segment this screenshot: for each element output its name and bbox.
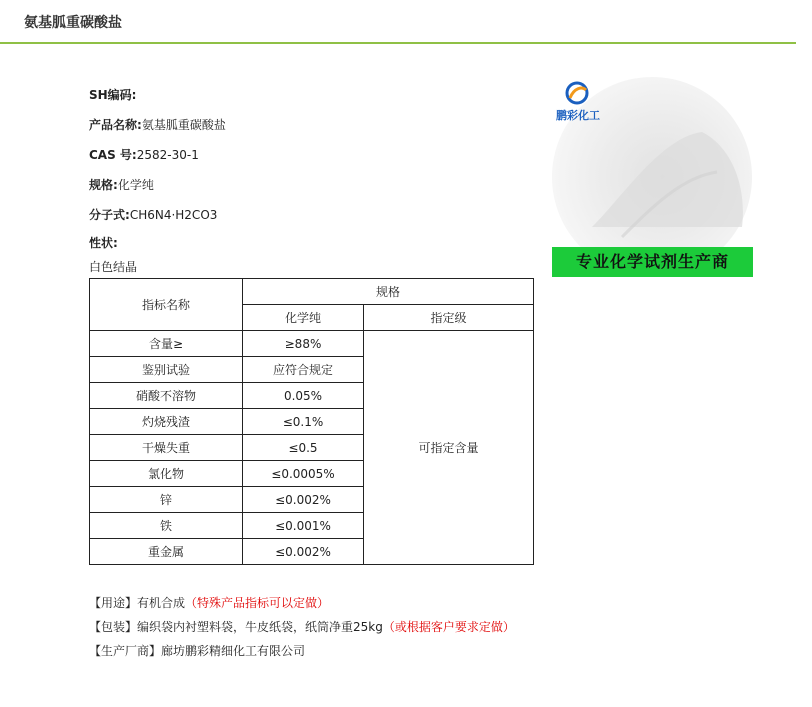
- sh-code-label: SH编码:: [89, 88, 137, 102]
- spec-table: [89, 278, 534, 565]
- usage-note: （特殊产品指标可以定做）: [185, 596, 330, 610]
- package-label: 【包装】: [89, 620, 138, 634]
- table-row: [90, 331, 534, 357]
- row-value: ≥88%: [243, 331, 364, 357]
- maker-line: [89, 642, 305, 659]
- brand-banner: 专业化学试剂生产商: [552, 247, 753, 277]
- row-name: 铁: [90, 513, 243, 539]
- grade-label: 规格:: [89, 178, 118, 192]
- row-name: 含量≥: [90, 331, 243, 357]
- row-value: 0.05%: [243, 383, 364, 409]
- usage-line: [89, 594, 329, 611]
- designated-value: 可指定含量: [364, 331, 534, 565]
- row-value: ≤0.002%: [243, 487, 364, 513]
- row-value: ≤0.001%: [243, 513, 364, 539]
- grade-line: [89, 176, 154, 193]
- table-header-row: [90, 279, 534, 305]
- appearance-label: 性状:: [89, 236, 118, 250]
- appearance-value: 白色结晶: [89, 260, 138, 274]
- row-value: 应符合规定: [243, 357, 364, 383]
- row-value: ≤0.5: [243, 435, 364, 461]
- cas-value: 2582-30-1: [136, 148, 199, 162]
- title-divider: [0, 42, 796, 44]
- header-designated: 指定级: [364, 305, 534, 331]
- cas-label: CAS 号:: [89, 148, 137, 162]
- maker-value: 廊坊鹏彩精细化工有限公司: [161, 644, 306, 658]
- header-grade: 化学纯: [243, 305, 364, 331]
- appearance-line: [89, 234, 118, 251]
- product-name-line: [89, 116, 226, 133]
- usage-label: 【用途】: [89, 596, 138, 610]
- row-name: 干燥失重: [90, 435, 243, 461]
- company-logo-icon: [564, 80, 590, 106]
- formula-label: 分子式:: [89, 208, 130, 222]
- row-name: 重金属: [90, 539, 243, 565]
- row-value: ≤0.1%: [243, 409, 364, 435]
- product-name-value: 氨基胍重碳酸盐: [141, 118, 226, 132]
- package-note: （或根据客户要求定做）: [382, 620, 515, 634]
- product-name-label: 产品名称:: [89, 118, 142, 132]
- brand-name: 鹏彩化工: [556, 109, 600, 122]
- page-title: 氨基胍重碳酸盐: [24, 15, 122, 31]
- row-name: 锌: [90, 487, 243, 513]
- row-name: 氯化物: [90, 461, 243, 487]
- row-value: ≤0.002%: [243, 539, 364, 565]
- row-name: 灼烧残渣: [90, 409, 243, 435]
- row-name: 硝酸不溶物: [90, 383, 243, 409]
- package-value: 编织袋内衬塑料袋，牛皮纸袋，纸筒净重25kg: [137, 620, 383, 634]
- package-line: [89, 618, 515, 635]
- row-value: ≤0.0005%: [243, 461, 364, 487]
- header-spec: 规格: [243, 279, 534, 305]
- sh-code-line: [89, 86, 137, 103]
- usage-value: 有机合成: [137, 596, 186, 610]
- row-name: 鉴别试验: [90, 357, 243, 383]
- maker-label: 【生产厂商】: [89, 644, 162, 658]
- grade-value: 化学纯: [117, 178, 154, 192]
- cas-line: [89, 146, 199, 163]
- formula-value: CH6N4·H2CO3: [129, 208, 218, 222]
- header-indicator: 指标名称: [90, 279, 243, 331]
- formula-line: [89, 206, 217, 223]
